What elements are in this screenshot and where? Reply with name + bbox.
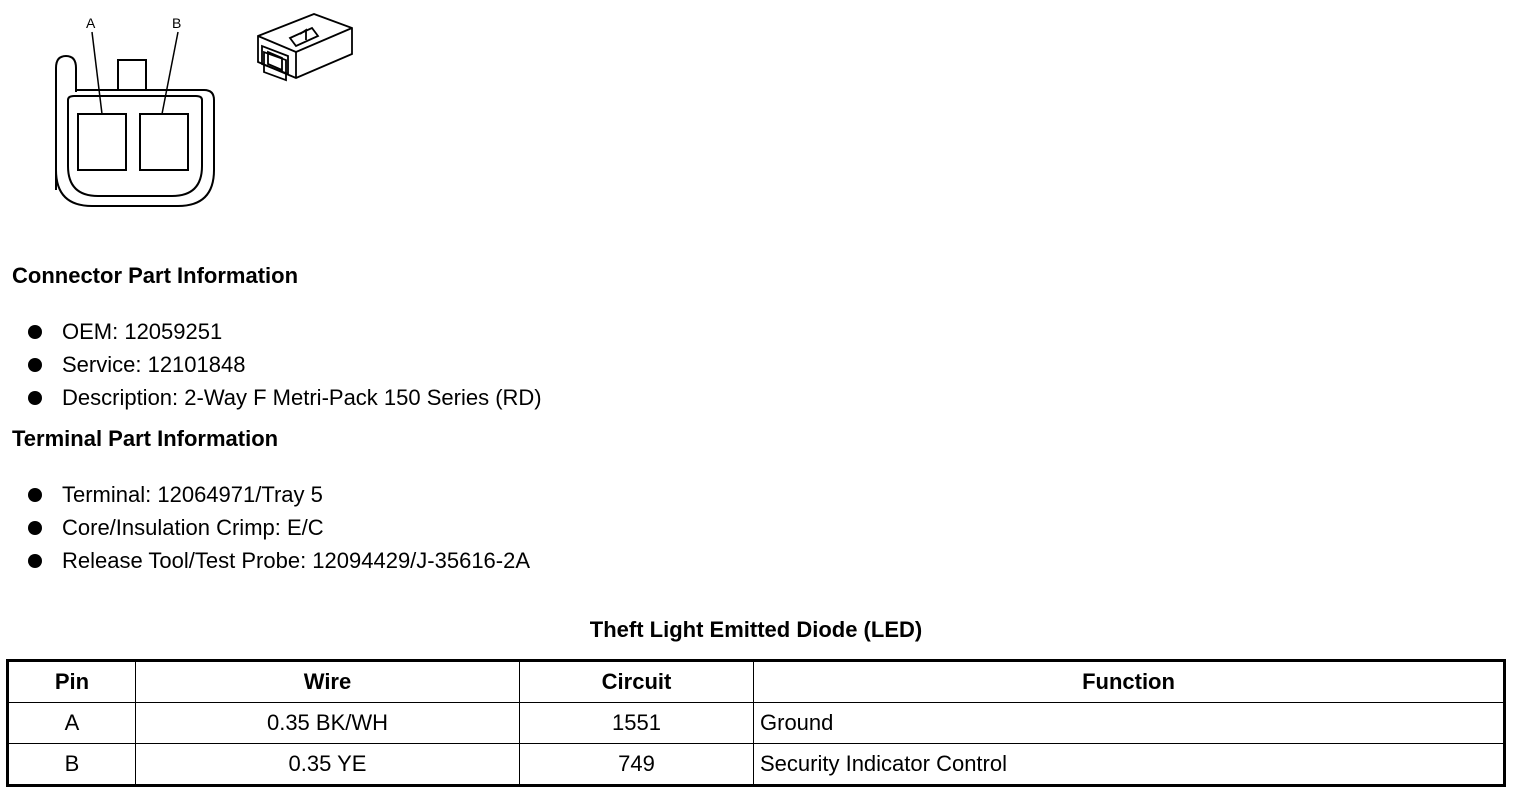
list-item	[28, 511, 530, 544]
connector-description: Description: 2-Way F Metri-Pack 150 Series (RD)	[62, 385, 542, 410]
connector-info-list	[28, 315, 542, 414]
pin-label-a: A	[86, 15, 96, 31]
bullet-icon	[28, 325, 42, 339]
header-wire: Wire	[136, 661, 520, 703]
list-item	[28, 381, 542, 414]
connector-diagram	[0, 0, 380, 220]
list-item	[28, 348, 542, 381]
cell-pin: A	[8, 703, 136, 744]
connector-latch-outline	[56, 56, 76, 190]
cavity-b	[140, 114, 188, 170]
terminal-info-list	[28, 478, 530, 577]
leader-line-a	[92, 32, 102, 114]
bullet-icon	[28, 488, 42, 502]
terminal-release-tool: Release Tool/Test Probe: 12094429/J-35616-2A	[62, 548, 531, 573]
cell-function: Ground	[754, 703, 1505, 744]
terminal-part: Terminal: 12064971/Tray 5	[62, 482, 323, 507]
header-pin: Pin	[8, 661, 136, 703]
cavity-a	[78, 114, 126, 170]
table-title: Theft Light Emitted Diode (LED)	[589, 617, 923, 642]
connector-body-outline	[56, 90, 214, 206]
leader-line-b	[162, 32, 178, 114]
connector-inner-outline	[68, 96, 202, 196]
cell-wire: 0.35 YE	[136, 744, 520, 786]
cell-function: Security Indicator Control	[754, 744, 1505, 786]
pin-table	[6, 659, 1506, 787]
cell-circuit: 1551	[520, 703, 754, 744]
list-item	[28, 315, 542, 348]
bullet-icon	[28, 521, 42, 535]
cell-circuit: 749	[520, 744, 754, 786]
cell-wire: 0.35 BK/WH	[136, 703, 520, 744]
bullet-icon	[28, 391, 42, 405]
pin-label-b: B	[172, 15, 182, 31]
connector-iso-view	[258, 14, 352, 80]
connector-lock-tab	[118, 60, 146, 90]
terminal-info-heading: Terminal Part Information	[12, 426, 279, 451]
table-header-row	[8, 661, 1505, 703]
table-row	[8, 744, 1505, 786]
terminal-crimp: Core/Insulation Crimp: E/C	[62, 515, 324, 540]
connector-info-heading: Connector Part Information	[12, 263, 299, 288]
list-item	[28, 478, 530, 511]
bullet-icon	[28, 554, 42, 568]
list-item	[28, 544, 530, 577]
connector-oem: OEM: 12059251	[62, 319, 223, 344]
header-function: Function	[754, 661, 1505, 703]
connector-service: Service: 12101848	[62, 352, 246, 377]
cell-pin: B	[8, 744, 136, 786]
bullet-icon	[28, 358, 42, 372]
table-row	[8, 703, 1505, 744]
header-circuit: Circuit	[520, 661, 754, 703]
